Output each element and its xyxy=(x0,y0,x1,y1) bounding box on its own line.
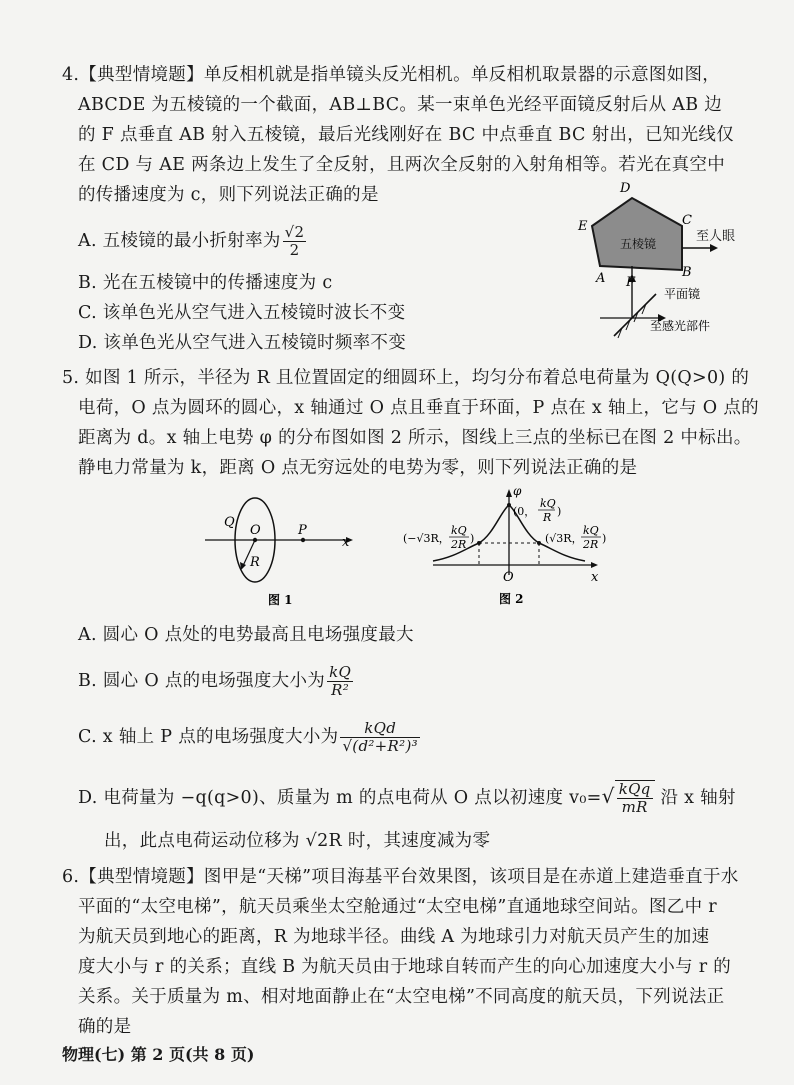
q6-stem-line3: 为航天员到地心的距离，R 为地球半径。曲线 A 为地球引力对航天员产生的加速 xyxy=(78,927,710,947)
q5-option-b-den: R² xyxy=(331,681,350,699)
q5-stem-line1: 5. 如图 1 所示，半径为 R 且位置固定的细圆环上，均匀分布着总电荷量为 Q(Q>0) 的 xyxy=(62,368,750,388)
fig2-label-o: O xyxy=(503,570,514,585)
q5-option-c-fraction xyxy=(340,720,419,755)
q5-stem-line3: 距离为 d。x 轴上电势 φ 的分布图如图 2 所示，图线上三点的坐标已在图 2 中标出。 xyxy=(78,428,752,448)
vertex-d: D xyxy=(620,181,631,196)
fig2-peak-post: ) xyxy=(557,505,562,518)
page-footer: 物理(七) 第 2 页(共 8 页) xyxy=(62,1045,255,1064)
q5-option-d-line2: 出，此点电荷运动位移为 √2R 时，其速度减为零 xyxy=(104,831,491,851)
vertex-a: A xyxy=(596,271,606,286)
q4-option-a-fraction xyxy=(283,224,307,259)
fig2-right-point xyxy=(537,541,541,545)
fig1-point-p xyxy=(301,538,305,542)
fig2-left-post: ) xyxy=(470,532,475,545)
fig2-left-point xyxy=(477,541,481,545)
q5-option-d-sqrt-sign: √ xyxy=(601,784,615,808)
q5-stem-line2: 电荷，O 点为圆环的圆心，x 轴通过 O 点且垂直于环面，P 点在 x 轴上，它与 O 点的 xyxy=(78,398,759,418)
fig2-left-num: kQ xyxy=(451,524,467,537)
fig2-right-pre: (√3R， xyxy=(545,532,583,545)
q5-option-b-text: B. 圆心 O 点的电场强度大小为 xyxy=(78,671,326,691)
q4-pentaprism-figure xyxy=(570,178,770,343)
q5-option-d-tail: 沿 x 轴射 xyxy=(660,788,736,808)
q5-option-c-num: kQd xyxy=(340,720,419,738)
q4-stem-line4: 在 CD 与 AE 两条边上发生了全反射，且两次全反射的入射角相等。若光在真空中 xyxy=(78,155,726,175)
fig2-peak-num: kQ xyxy=(540,497,556,510)
fig1-caption: 图 1 xyxy=(268,593,293,607)
q6-stem-line2: 平面的“太空电梯”，航天员乘坐太空舱通过“太空电梯”直通地球空间站。图乙中 r xyxy=(78,897,717,917)
fig2-label-x: x xyxy=(591,570,599,585)
fig2-caption: 图 2 xyxy=(499,592,524,606)
fig2-x-arrow xyxy=(591,562,598,568)
fig2-peak-den: R xyxy=(543,511,552,524)
q5-option-d-radicand xyxy=(615,780,655,816)
q6-stem-line1: 6.【典型情境题】图甲是“天梯”项目海基平台效果图，该项目是在赤道上建造垂直于水 xyxy=(62,867,739,887)
q4-option-d: D. 该单色光从空气进入五棱镜时频率不变 xyxy=(78,333,407,353)
q5-option-d-num: kQq xyxy=(618,780,651,798)
q5-figure1 xyxy=(200,490,360,610)
q4-option-a xyxy=(78,224,308,259)
q5-option-d-text: D. 电荷量为 −q(q>0)、质量为 m 的点电荷从 O 点以初速度 v₀= xyxy=(78,788,602,808)
q4-stem-line3: 的 F 点垂直 AB 射入五棱镜，最后光线刚好在 BC 中点垂直 BC 射出，已知光线仅 xyxy=(78,125,734,145)
vertex-b: B xyxy=(682,265,692,280)
q4-option-a-num: √2 xyxy=(284,223,305,241)
q5-option-b-fraction xyxy=(327,664,353,699)
q5-option-c-den: √(d²+R²)³ xyxy=(342,737,418,755)
q4-option-a-text: A. 五棱镜的最小折射率为 xyxy=(78,231,281,251)
fig1-label-p: P xyxy=(298,523,307,538)
q6-stem-line4: 度大小与 r 的关系；直线 B 为航天员由于地球自转而产生的向心加速度大小与 r 的 xyxy=(78,957,732,977)
vertex-c: C xyxy=(682,213,692,228)
fig2-peak-point xyxy=(507,503,511,507)
fig2-phi-arrow xyxy=(506,489,512,497)
point-f: F xyxy=(626,275,636,290)
exit-arrow xyxy=(710,244,718,252)
fig1-label-q: Q xyxy=(224,515,235,530)
mirror-label: 平面镜 xyxy=(664,287,701,301)
q4-option-a-den: 2 xyxy=(289,241,300,259)
q4-stem-line1: 4.【典型情境题】单反相机就是指单镜头反光相机。单反相机取景器的示意图如图， xyxy=(62,65,721,85)
q6-stem-line6: 确的是 xyxy=(78,1017,132,1037)
q5-option-b xyxy=(78,664,355,699)
fig2-left-den: 2R xyxy=(451,538,467,551)
fig2-label-phi: φ xyxy=(513,485,522,498)
prism-label: 五棱镜 xyxy=(620,237,657,251)
q4-option-b: B. 光在五棱镜中的传播速度为 c xyxy=(78,273,333,293)
fig2-left-pre: (−√3R， xyxy=(403,532,450,545)
q5-option-c-text: C. x 轴上 P 点的电场强度大小为 xyxy=(78,727,339,747)
sensor-label: 至感光部件 xyxy=(650,319,711,333)
fig1-label-r: R xyxy=(250,555,260,570)
fig2-right-num: kQ xyxy=(583,524,599,537)
fig2-right-den: 2R xyxy=(583,538,599,551)
q5-option-a: A. 圆心 O 点处的电势最高且电场强度最大 xyxy=(78,625,414,645)
q5-stem-line4: 静电力常量为 k，距离 O 点无穷远处的电势为零，则下列说法正确的是 xyxy=(78,458,638,478)
q4-stem-line2: ABCDE 为五棱镜的一个截面，AB⊥BC。某一束单色光经平面镜反射后从 AB 边 xyxy=(78,95,723,115)
fig1-label-o: O xyxy=(250,523,261,538)
q4-option-c: C. 该单色光从空气进入五棱镜时波长不变 xyxy=(78,303,406,323)
q4-stem-line5: 的传播速度为 c，则下列说法正确的是 xyxy=(78,185,379,205)
fig2-right-post: ) xyxy=(602,532,607,545)
q5-option-b-num: kQ xyxy=(329,663,352,681)
q6-stem-line5: 关系。关于质量为 m、相对地面静止在“太空电梯”不同高度的航天员，下列说法正 xyxy=(78,987,725,1007)
pentaprism-shape xyxy=(592,198,682,270)
fig2-peak-pre: (0， xyxy=(513,505,536,518)
fig1-label-x: x xyxy=(342,535,350,550)
vertex-e: E xyxy=(578,219,588,234)
q5-figure2 xyxy=(395,485,620,610)
q5-option-c xyxy=(78,720,422,755)
q5-option-d-den: mR xyxy=(621,798,648,816)
eye-label: 至人眼 xyxy=(696,229,736,244)
fig1-radius-arrow xyxy=(240,562,246,570)
q5-option-d xyxy=(78,780,736,816)
